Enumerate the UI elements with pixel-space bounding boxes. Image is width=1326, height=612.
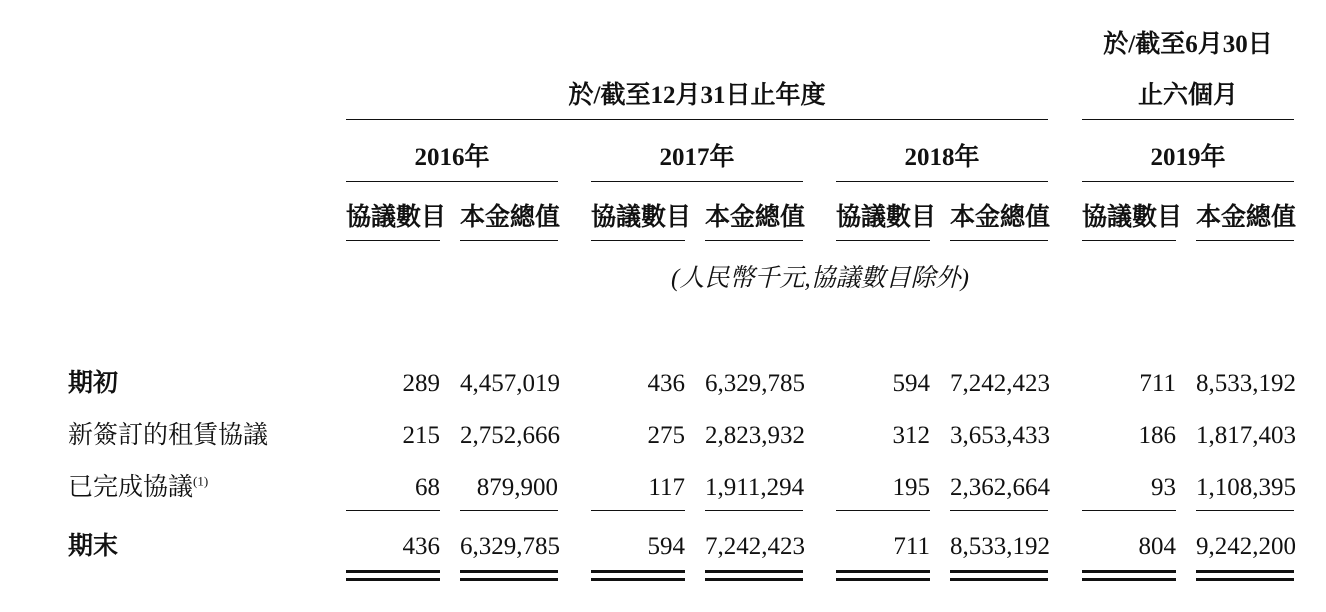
subtotal-rule-count-2017 xyxy=(591,510,685,511)
subtotal-rule-count-2016 xyxy=(346,510,440,511)
subheader-value-2018: 本金總值 xyxy=(950,204,1051,231)
cell-opening-count-2018: 594 xyxy=(892,370,930,397)
row-label-opening: 期初 xyxy=(68,370,119,397)
subheader-value-2016: 本金總值 xyxy=(460,204,561,231)
cell-completed-count-2018: 195 xyxy=(892,474,930,501)
row-label-new-leases: 新簽訂的租賃協議 xyxy=(68,422,269,449)
cell-closing-value-2019: 9,242,200 xyxy=(1196,533,1296,560)
cell-new-value-2016: 2,752,666 xyxy=(460,422,560,449)
cell-completed-value-2016: 879,900 xyxy=(476,474,558,501)
year-rule-2016 xyxy=(346,181,558,182)
total-double-rule-value-2019 xyxy=(1196,570,1294,581)
subtotal-rule-value-2017 xyxy=(705,510,803,511)
cell-closing-count-2018: 711 xyxy=(893,533,930,560)
subheader-rule-count-2019 xyxy=(1082,240,1176,241)
cell-completed-count-2016: 68 xyxy=(415,474,440,501)
interim-period-header-line1: 於/截至6月30日 xyxy=(1103,31,1273,58)
cell-opening-count-2019: 711 xyxy=(1139,370,1176,397)
cell-new-count-2018: 312 xyxy=(892,422,930,449)
cell-closing-value-2016: 6,329,785 xyxy=(460,533,560,560)
cell-new-count-2019: 186 xyxy=(1138,422,1176,449)
subtotal-rule-value-2018 xyxy=(950,510,1048,511)
cell-completed-value-2017: 1,911,294 xyxy=(705,474,805,501)
cell-new-count-2016: 215 xyxy=(402,422,440,449)
cell-opening-value-2016: 4,457,019 xyxy=(460,370,560,397)
subheader-value-2017: 本金總值 xyxy=(705,204,806,231)
subheader-rule-count-2016 xyxy=(346,240,440,241)
cell-new-value-2017: 2,823,932 xyxy=(705,422,805,449)
total-double-rule-value-2018 xyxy=(950,570,1048,581)
cell-new-value-2019: 1,817,403 xyxy=(1196,422,1296,449)
year-header-2016: 2016年 xyxy=(414,144,490,171)
year-rule-2018 xyxy=(836,181,1048,182)
subheader-count-2017: 協議數目 xyxy=(591,204,692,231)
subtotal-rule-value-2019 xyxy=(1196,510,1294,511)
total-double-rule-count-2018 xyxy=(836,570,930,581)
total-double-rule-value-2016 xyxy=(460,570,558,581)
total-double-rule-value-2017 xyxy=(705,570,803,581)
cell-opening-count-2016: 289 xyxy=(402,370,440,397)
subheader-rule-count-2017 xyxy=(591,240,685,241)
interim-period-header-line2: 止六個月 xyxy=(1137,82,1238,109)
subheader-rule-value-2017 xyxy=(705,240,803,241)
cell-opening-value-2019: 8,533,192 xyxy=(1196,370,1296,397)
cell-completed-count-2019: 93 xyxy=(1151,474,1176,501)
total-double-rule-count-2017 xyxy=(591,570,685,581)
cell-closing-count-2017: 594 xyxy=(647,533,685,560)
cell-closing-count-2019: 804 xyxy=(1138,533,1176,560)
subheader-rule-value-2019 xyxy=(1196,240,1294,241)
annual-header-rule xyxy=(346,119,1048,120)
total-double-rule-count-2019 xyxy=(1082,570,1176,581)
subheader-value-2019: 本金總值 xyxy=(1196,204,1297,231)
subheader-rule-value-2016 xyxy=(460,240,558,241)
year-header-2017: 2017年 xyxy=(659,144,735,171)
total-double-rule-count-2016 xyxy=(346,570,440,581)
subheader-count-2016: 協議數目 xyxy=(346,204,447,231)
subheader-rule-value-2018 xyxy=(950,240,1048,241)
row-label-completed-text: 已完成協議 xyxy=(68,474,194,501)
row-label-completed xyxy=(68,473,208,503)
cell-closing-count-2016: 436 xyxy=(402,533,440,560)
subheader-count-2018: 協議數目 xyxy=(836,204,937,231)
cell-closing-value-2018: 8,533,192 xyxy=(950,533,1050,560)
cell-new-count-2017: 275 xyxy=(647,422,685,449)
year-rule-2019 xyxy=(1082,181,1294,182)
subtotal-rule-count-2018 xyxy=(836,510,930,511)
subtotal-rule-value-2016 xyxy=(460,510,558,511)
annual-period-header: 於/截至12月31日止年度 xyxy=(568,82,826,109)
cell-opening-count-2017: 436 xyxy=(647,370,685,397)
year-header-2018: 2018年 xyxy=(904,144,980,171)
subtotal-rule-count-2019 xyxy=(1082,510,1176,511)
footnote-marker: (1) xyxy=(193,473,209,489)
cell-opening-value-2018: 7,242,423 xyxy=(950,370,1050,397)
cell-opening-value-2017: 6,329,785 xyxy=(705,370,805,397)
subheader-rule-count-2018 xyxy=(836,240,930,241)
cell-completed-count-2017: 117 xyxy=(648,474,685,501)
row-label-closing: 期末 xyxy=(68,533,119,560)
cell-closing-value-2017: 7,242,423 xyxy=(705,533,805,560)
interim-header-rule xyxy=(1082,119,1294,120)
unit-note: (人民幣千元,協議數目除外) xyxy=(671,265,969,292)
subheader-count-2019: 協議數目 xyxy=(1082,204,1183,231)
year-header-2019: 2019年 xyxy=(1150,144,1226,171)
year-rule-2017 xyxy=(591,181,803,182)
cell-completed-value-2018: 2,362,664 xyxy=(950,474,1050,501)
cell-completed-value-2019: 1,108,395 xyxy=(1196,474,1296,501)
cell-new-value-2018: 3,653,433 xyxy=(950,422,1050,449)
